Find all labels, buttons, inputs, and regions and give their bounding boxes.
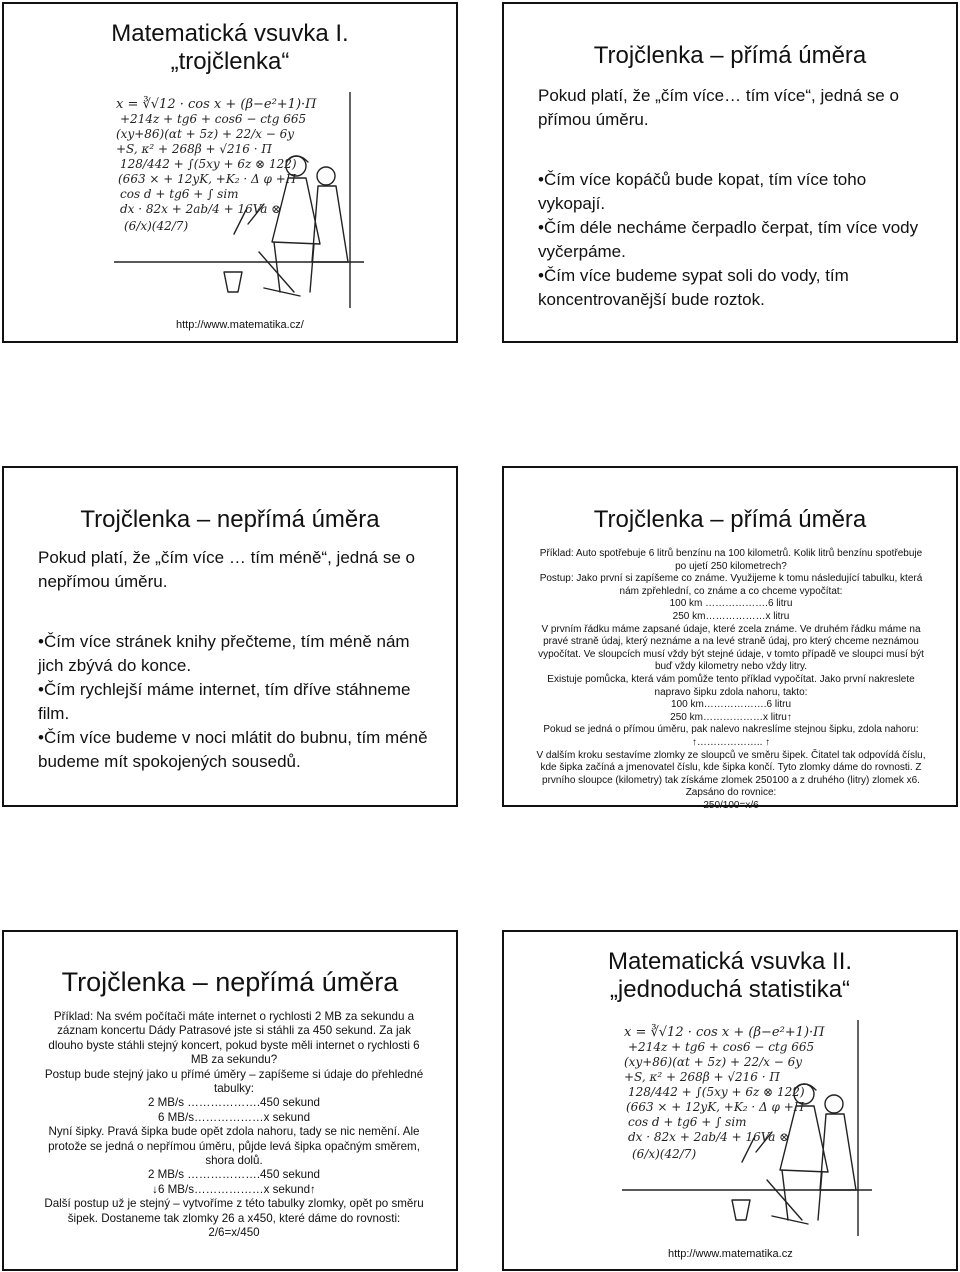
slide-2-bullet: •Čím více kopáčů bude kopat, tím více toho vykopají. (538, 170, 867, 213)
svg-text:dx · 82x + 2ab/4 + 16Va ⊗: dx · 82x + 2ab/4 + 16Va ⊗ (628, 1130, 790, 1144)
slide-2-intro: Pokud platí, že „čím více… tím více“, jedná se o přímou úměru. (538, 86, 899, 129)
slide-5-line: Postup bude stejný jako u přímé úměry – zapíšeme si údaje do přehledné tabulky: (44, 1067, 424, 1096)
svg-text:128/442 + ∫(5xy + 6z ⊗ 122): 128/442 + ∫(5xy + 6z ⊗ 122) (628, 1085, 805, 1099)
svg-text:+S, κ² + 268β + √216 · Π: +S, κ² + 268β + √216 · Π (116, 142, 272, 156)
slide-6-title-line1: Matematická vsuvka II. (607, 948, 853, 975)
slide-2-bullet: •Čím více budeme sypat soli do vody, tím koncentrovanější bude roztok. (538, 266, 849, 309)
slide-5-line: 2 MB/s ……………….450 sekund (147, 1096, 321, 1110)
svg-text:x = ∛√12 · cos x + (β−e²+1)·Π: x = ∛√12 · cos x + (β−e²+1)·Π (624, 1025, 825, 1040)
slide-2-title: Trojčlenka – přímá úměra (593, 42, 867, 69)
slide-5-line: 2 MB/s ……………….450 sekund (147, 1168, 321, 1182)
svg-text:x = ∛√12 · cos x + (β−e²+1)·Π: x = ∛√12 · cos x + (β−e²+1)·Π (116, 97, 317, 112)
slide-6 (502, 930, 958, 1271)
slide-5-line: Další postup už je stejný – vytvoříme z této tabulky zlomky, opět po směru šipek. Dostaneme tak zlomky 26 a x450, které dáme do rovnosti: (44, 1197, 424, 1225)
svg-text:128/442 + ∫(5xy + 6z ⊗ 122): 128/442 + ∫(5xy + 6z ⊗ 122) (120, 157, 297, 171)
slide-5-line: 6 MB/s………………x sekund (157, 1110, 311, 1124)
svg-text:(xy+86)(αt + 5z) + 22/x − 6y: (xy+86)(αt + 5z) + 22/x − 6y (116, 127, 295, 141)
svg-text:+S, κ² + 268β + √216 · Π: +S, κ² + 268β + √216 · Π (624, 1070, 780, 1084)
slide-1 (2, 2, 458, 343)
slide-3-bullet: •Čím více budeme v noci mlátit do bubnu, tím méně budeme mít spokojených sousedů. (38, 728, 428, 771)
slide-4 (502, 466, 958, 811)
slide-5-line: ↓6 MB/s………………x sekund↑ (152, 1182, 316, 1196)
svg-text:(663 × + 12yK, +K₂ · Δ φ +Π: (663 × + 12yK, +K₂ · Δ φ +Π (626, 1100, 805, 1114)
slide-2-body (538, 84, 930, 312)
svg-text:dx · 82x + 2ab/4 + 16Va ⊗: dx · 82x + 2ab/4 + 16Va ⊗ (120, 202, 282, 216)
slide-3-bullet: •Čím rychlejší máme internet, tím dříve stáhneme film. (38, 680, 411, 723)
slide-4-line: V dalším kroku sestavíme zlomky ze sloupců ve směru šipek. Čitatel tak odpovídá číslu, kde šipka začíná a jmenovatel číslu, kde šipka končí. Tyto zlomky dáme do rovnosti. Z prvního sloupce (kilometry) tak získáme zlomek 250100 a z druhého (litry) zlomek x6. Zapsáno do rovnice: (536, 749, 926, 799)
cartoon-blackboard-illustration (622, 1020, 872, 1236)
slide-5-line: 2/6=x/450 (208, 1226, 260, 1240)
slide-5-line: Příklad: Na svém počítači máte internet o rychlosti 2 MB za sekundu a záznam koncertu Dády Patrasové jste si stáhli za 450 sekund. Za jak dlouho byste stáhli stejný koncert, pokud byste měli internet o rychlosti 6 MB za sekundu? (48, 1010, 420, 1067)
slide-4-line: 250 km………………x litru↑ (670, 711, 792, 723)
slide-4-line: ↑……………….. ↑ (691, 736, 771, 748)
slide-5-line: Nyní šipky. Pravá šipka bude opět zdola nahoru, tady se nic nemění. Ale protože se jedná o nepřímou úměru, půjde levá šipka opačným směrem, shora dolů. (48, 1125, 420, 1168)
slide-3-title: Trojčlenka – nepřímá úměra (80, 506, 380, 533)
slide-4-body (534, 548, 928, 812)
slide-1-title-line2: „trojčlenka“ (170, 48, 290, 75)
slide-4-line: 100 km ……………….6 litru (669, 598, 793, 610)
slide-6-source: http://www.matematika.cz (668, 1248, 793, 1260)
slide-4-line: 250 km………………x litru (672, 610, 790, 622)
slide-4-line: 100 km……………….6 litru (670, 699, 792, 711)
slide-5-title: Trojčlenka – nepřímá úměra (61, 967, 399, 997)
slide-3 (2, 466, 458, 807)
slide-1-source: http://www.matematika.cz/ (176, 319, 304, 331)
svg-text:+214z + tg6 + cos6 − ctg 665: +214z + tg6 + cos6 − ctg 665 (120, 112, 307, 126)
slide-3-intro: Pokud platí, že „čím více … tím méně“, jedná se o nepřímou úměru. (38, 548, 415, 591)
slide-4-line: Postup: Jako první si zapíšeme co známe. Využijeme k tomu následující tabulku, která nám zpřehlední, co známe a co chceme vypočítat: (539, 573, 923, 597)
svg-text:(xy+86)(αt + 5z) + 22/x − 6y: (xy+86)(αt + 5z) + 22/x − 6y (624, 1055, 803, 1069)
svg-text:(6/x)(42/7): (6/x)(42/7) (124, 219, 189, 233)
slide-4-line: V prvním řádku máme zapsané údaje, které zcela známe. Ve druhém řádku máme na pravé straně údaj, který neznáme a na levé straně údaj, pro který chceme neznámou vypočítat. Ve sloupcích musí vždy být stejné údaje, v tomto případě ve sloupci musí být buď vždy kilometry nebo vždy litry. (538, 623, 924, 673)
slide-3-body (38, 546, 434, 774)
slide-1-title-line1: Matematická vsuvka I. (111, 20, 349, 47)
svg-text:cos d + tg6 + ∫ sim: cos d + tg6 + ∫ sim (120, 187, 239, 201)
svg-text:(6/x)(42/7): (6/x)(42/7) (632, 1147, 697, 1161)
slide-4-line: Pokud se jedná o přímou úměru, pak nalevo nakreslíme stejnou šipku, zdola nahoru: (543, 724, 919, 736)
slide-5-body (44, 1010, 424, 1241)
slide-5 (2, 930, 458, 1271)
slide-4-line: 250/100=x/6 (703, 799, 759, 811)
slide-6-title-line2: „jednoduchá statistika“ (609, 976, 851, 1003)
slide-4-line: Příklad: Auto spotřebuje 6 litrů benzínu na 100 kilometrů. Kolik litrů benzínu spotřebuje po ujetí 250 kilometrech? (539, 548, 923, 572)
slide-1-title (4, 20, 456, 76)
slide-4-line: Existuje pomůcka, která vám pomůže tento příklad vypočítat. Jako první nakreslete napravo šipku zdola nahoru, takto: (547, 673, 915, 698)
cartoon-blackboard-illustration (114, 92, 364, 308)
slide-6-title (504, 948, 956, 1004)
slide-4-title: Trojčlenka – přímá úměra (593, 506, 867, 533)
svg-text:(663 × + 12yK, +K₂ · Δ φ +Π: (663 × + 12yK, +K₂ · Δ φ +Π (118, 172, 297, 186)
svg-text:cos d + tg6 + ∫ sim: cos d + tg6 + ∫ sim (628, 1115, 747, 1129)
svg-text:+214z + tg6 + cos6 − ctg 665: +214z + tg6 + cos6 − ctg 665 (628, 1040, 815, 1054)
slide-2-bullet: •Čím déle necháme čerpadlo čerpat, tím více vody vyčerpáme. (538, 218, 919, 261)
slide-3-bullet: •Čím více stránek knihy přečteme, tím méně nám jich zbývá do konce. (38, 632, 410, 675)
slide-2 (502, 2, 958, 343)
